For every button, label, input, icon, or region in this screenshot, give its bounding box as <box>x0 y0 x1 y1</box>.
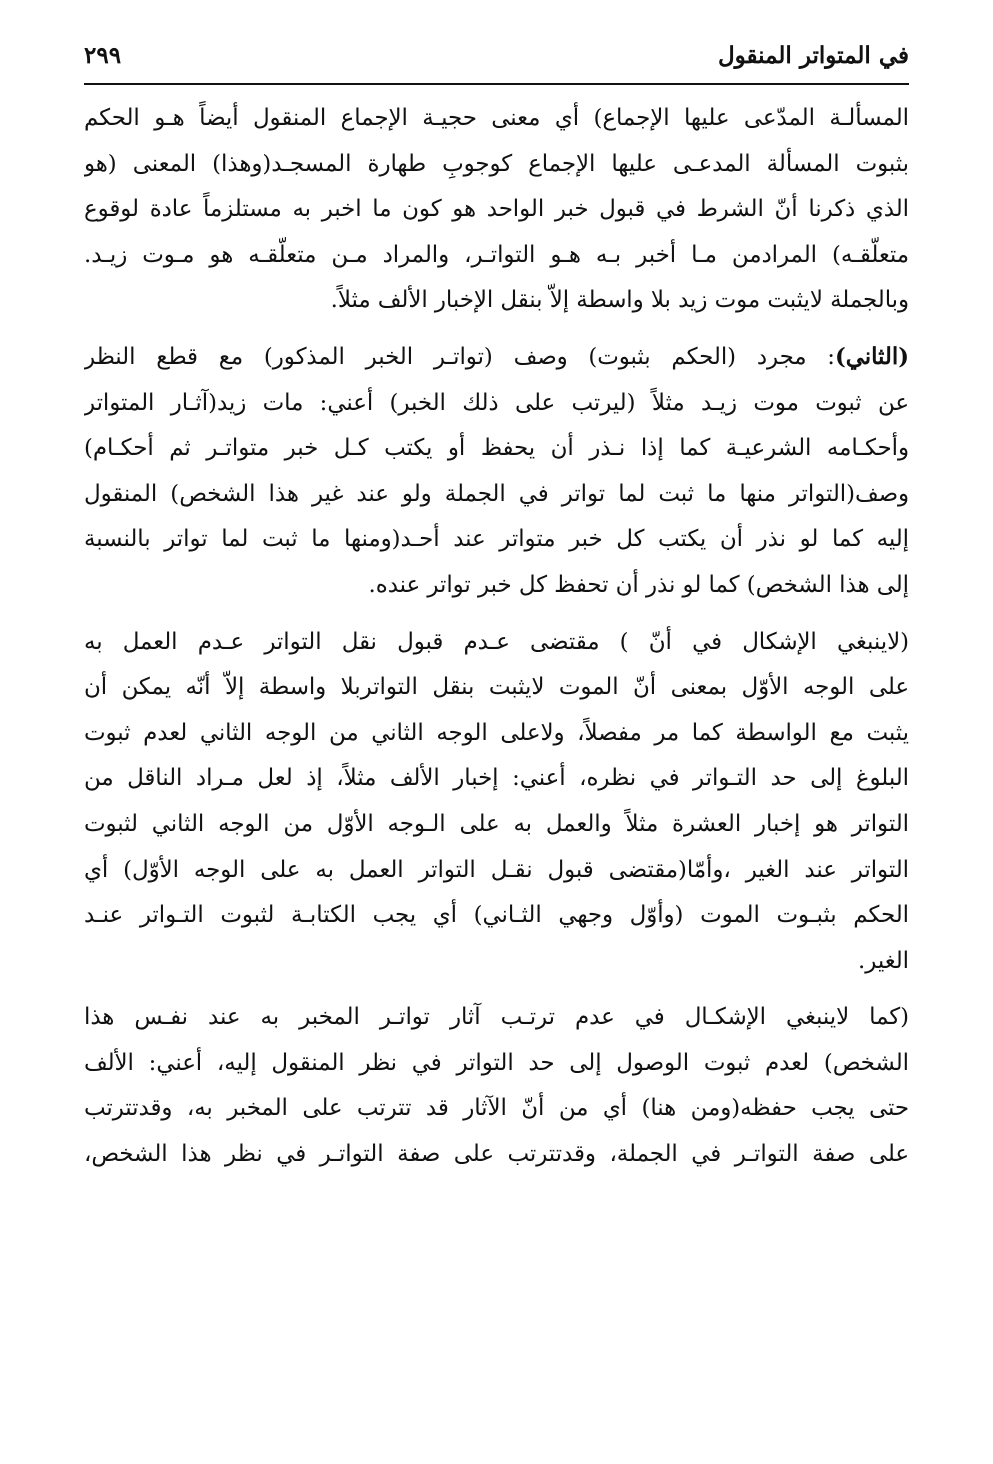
text-line: عن ثبوت موت زيـد مثلاً (ليرتب على ذلك الخبر) أعني: مات زيد(آثـار المتواتر <box>84 389 909 416</box>
text-line: الذي ذكرنا أنّ الشرط في قبول خبر الواحد هو كون ما اخبر به مستلزماً عادة لوقوع <box>84 196 909 223</box>
text-line: إلى هذا الشخص) كما لو نذر أن تحفظ كل خبر تواتر عنده. <box>368 571 909 598</box>
text-line: حتى يجب حفظه(ومن هنا) أي من أنّ الآثار قد تترتب على المخبر به، وقدتترتب <box>84 1095 909 1122</box>
text-line: وبالجملة لايثبت موت زيد بلا واسطة إلاّ بنقل الإخبار الألف مثلاً. <box>330 287 909 314</box>
paragraph-4 <box>84 995 909 1177</box>
text-fragment: : مجرد (الحكم بثبوت) وصف (تواتـر الخبر المذكور) مع قطع النظر <box>84 343 835 370</box>
running-title: في المتواتر المنقول <box>717 42 909 69</box>
text-line: الغير. <box>858 947 909 974</box>
text-line: متعلّقـه) المرادمن مـا أخبر بـه هـو التواتـر، والمراد مـن متعلّقـه هو مـوت زيـد. <box>84 241 909 268</box>
text-line: (لاينبغي الإشكال في أنّ ) مقتضى عـدم قبول نقل التواتر عـدم العمل به <box>84 628 909 655</box>
text-line: إليه كما لو نذر أن يكتب كل خبر متواتر عند أحـد(ومنها ما ثبت لما تواتر بالنسبة <box>84 526 909 553</box>
paragraph-3 <box>84 620 909 985</box>
header-divider <box>84 83 909 85</box>
text-line: البلوغ إلى حد التـواتر في نظره، أعني: إخبار الألف مثلاً، إذ لعل مـراد الناقل من <box>84 765 909 792</box>
text-line: المسألـة المدّعى عليها الإجماع) أي معنى حجيـة الإجماع المنقول أيضاً هـو الحكم <box>84 105 909 131</box>
text-line: الشخص) لعدم ثبوت الوصول إلى حد التواتر في نظر المنقول إليه، أعني: الألف <box>84 1049 909 1076</box>
running-header <box>84 36 909 76</box>
text-line: وأحكـامه الشرعيـة كما إذا نـذر أن يحفظ أو يكتب كـل خبر متواتـر ثم أحكـام) <box>84 435 909 462</box>
text-line: وصف(التواتر منها ما ثبت لما تواتر في الجملة ولو عند غير هذا الشخص) المنقول <box>84 480 909 507</box>
paragraph-1 <box>84 96 909 324</box>
text-line: التواتر هو إخبار العشرة مثلاً والعمل به على الـوجه الأوّل من الوجه الثاني لثبوت <box>84 810 909 837</box>
text-line: الحكم بثبـوت الموت (وأوّل وجهي الثـاني) أي يجب الكتابـة لثبوت التـواتر عنـد <box>84 902 909 929</box>
text-line: بثبوت المسألة المدعـى عليها الإجماع كوجوبِ طهارة المسجـد(وهذا) المعنى (هو <box>84 150 909 177</box>
text-line: يثبت مع الواسطة كما مر مفصلاً، ولاعلى الوجه الثاني من الوجه الثاني لعدم ثبوت <box>84 719 909 746</box>
page-number: ٢٩٩ <box>84 42 122 69</box>
text-line <box>84 335 909 381</box>
text-line: (كما لاينبغي الإشكـال في عدم ترتـب آثار تواتـر المخبر به عند نفـس هذا <box>84 1004 909 1031</box>
paragraph-2 <box>84 335 909 609</box>
section-lead: (الثاني) <box>834 343 909 370</box>
body-text <box>84 96 909 1178</box>
text-line: التواتر عند الغير ،وأمّا(مقتضى قبول نقـل التواتر العمل به على الوجه الأوّل) أي <box>84 856 909 883</box>
text-line: على صفة التواتـر في الجملة، وقدتترتب على صفة التواتـر في نظر هذا الشخص، <box>84 1141 909 1168</box>
text-line: على الوجه الأوّل بمعنى أنّ الموت لايثبت بنقل التواتربلا واسطة إلاّ أنّه يمكن أن <box>84 674 909 701</box>
